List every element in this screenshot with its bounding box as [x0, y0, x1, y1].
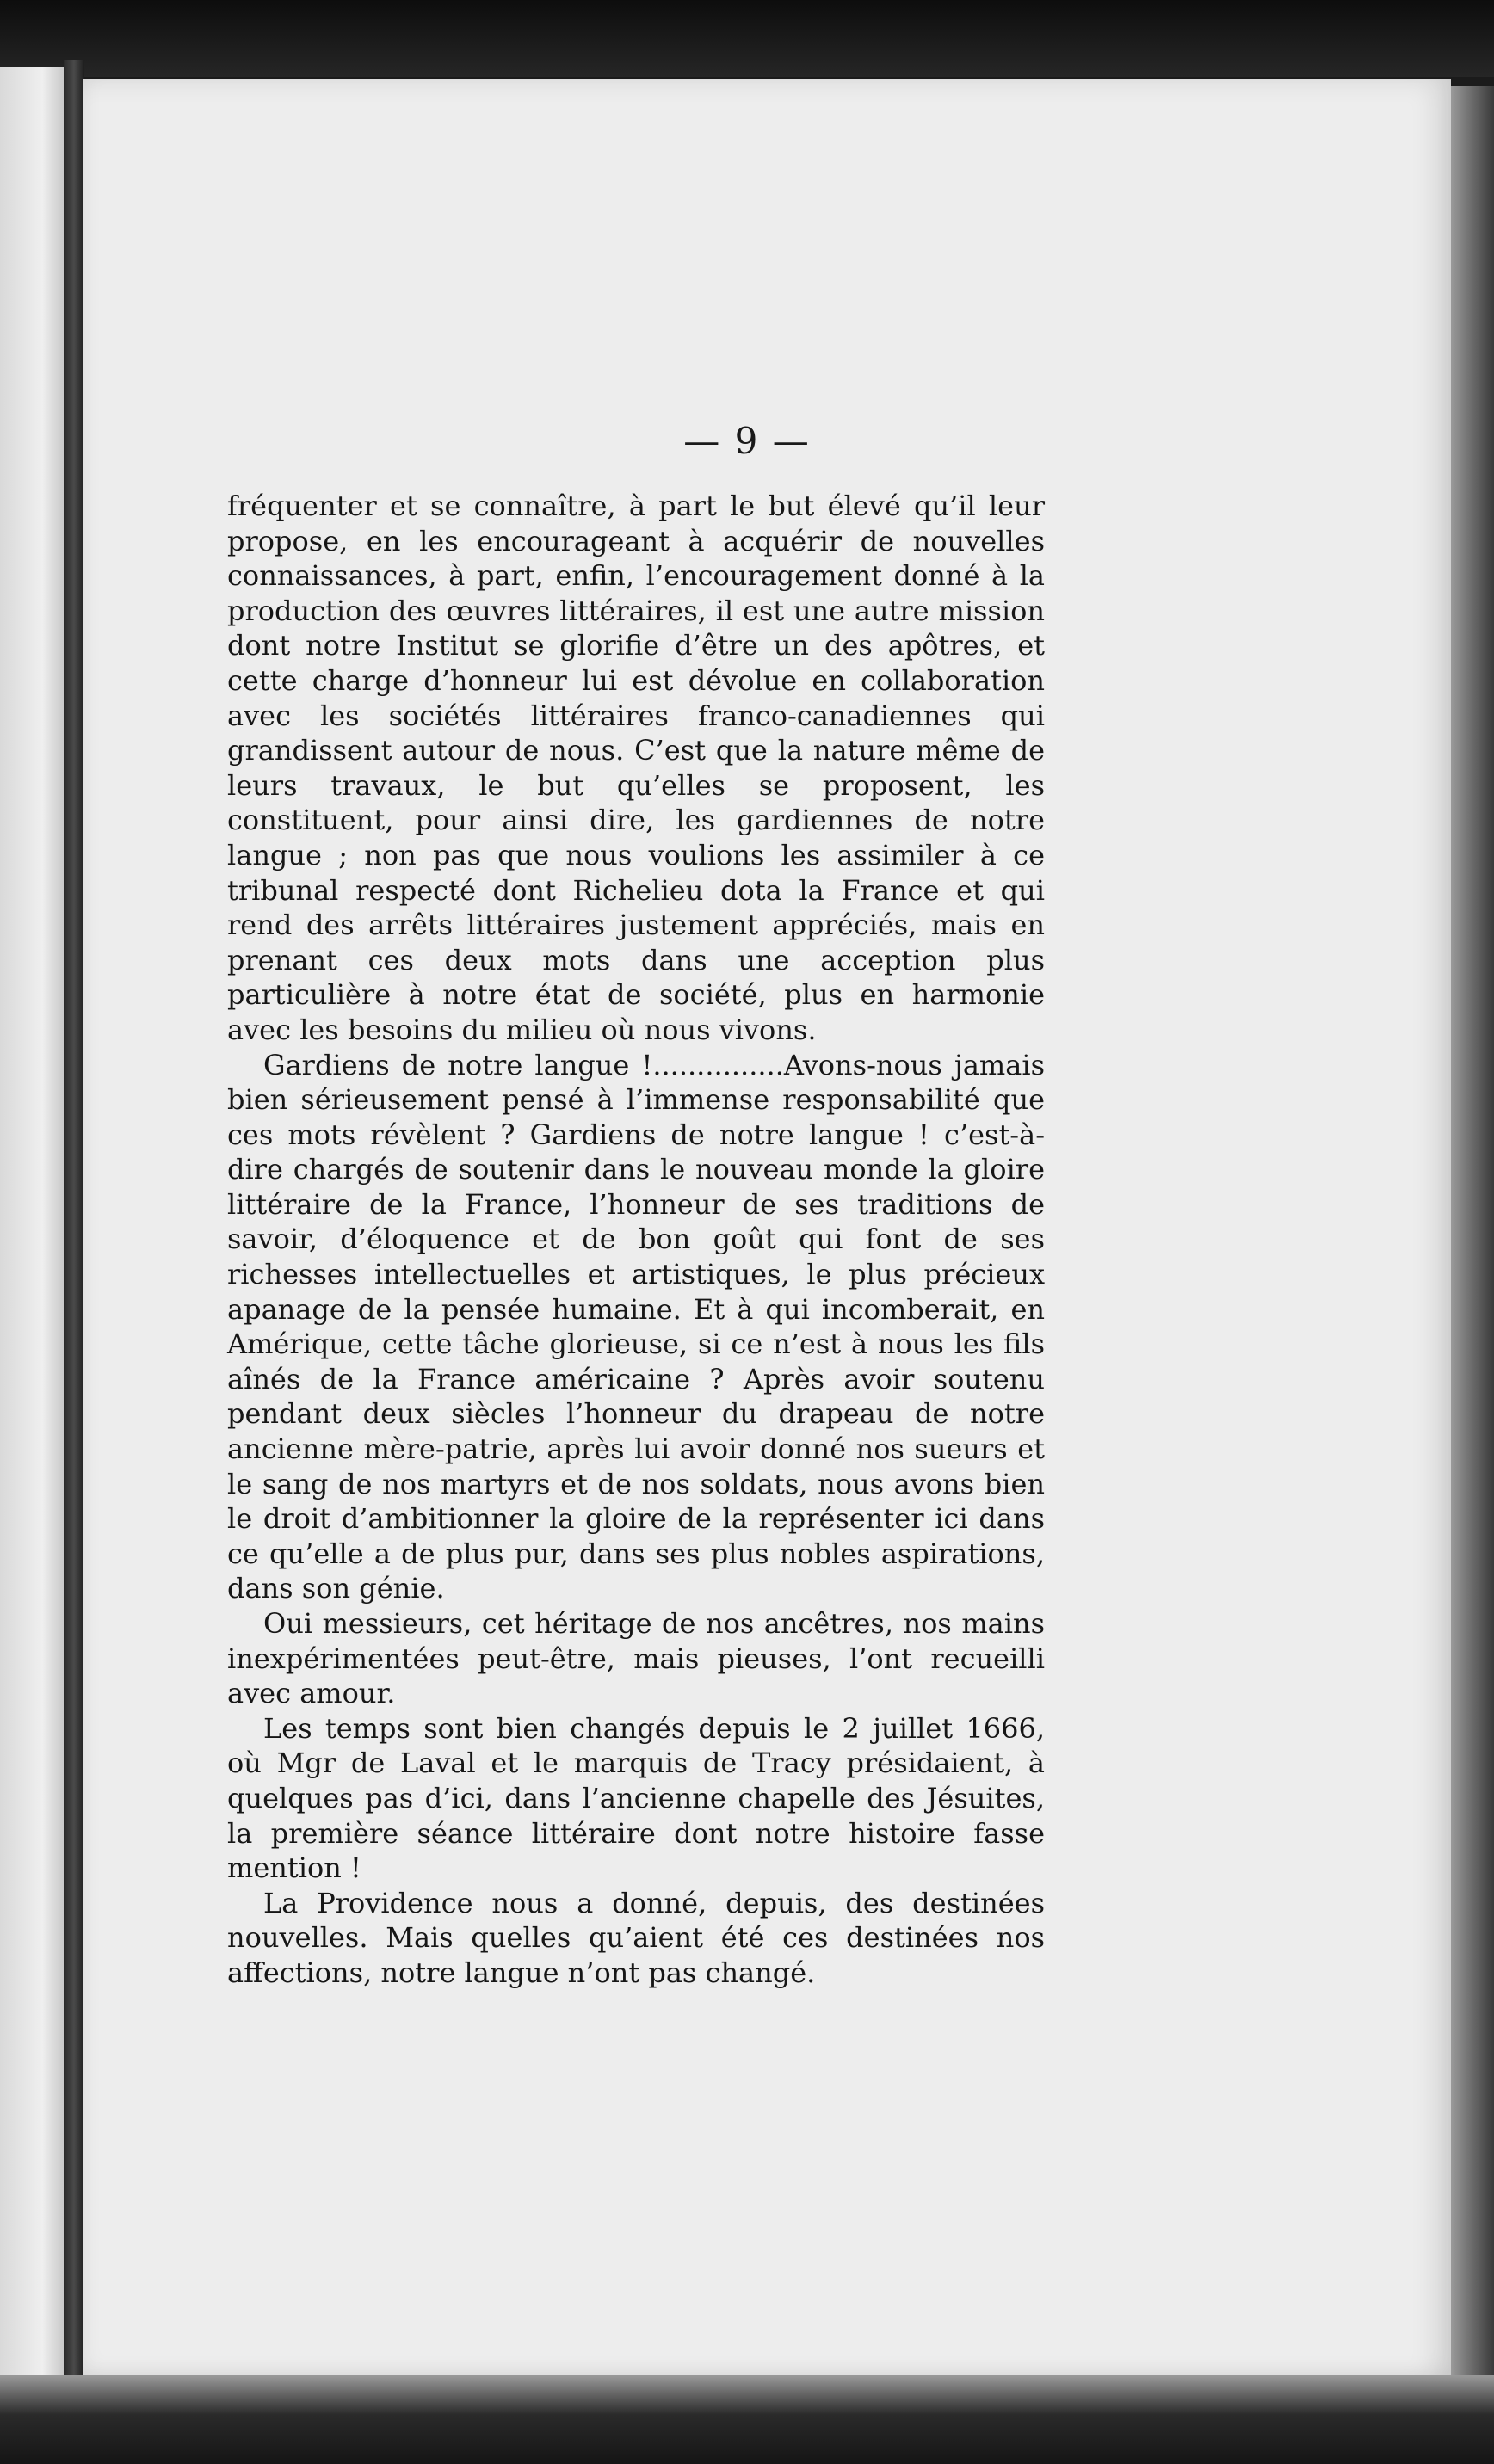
- book-gutter: [64, 60, 84, 2383]
- scan-background-bottom: [0, 2375, 1494, 2464]
- paragraph: Gardiens de notre langue !...............Avons-nous jamais bien sérieusement pensé à l’immense responsabilité que ces mots révèlent ? Gardiens de notre langue ! c’est-à-dire chargés de soutenir dans le nouveau monde la gloire littéraire de la France, l’honneur de ses traditions de savoir, d’éloquence et de bon goût qui font de ses richesses intellectuelles et artistiques, le plus précieux apanage de la pensée humaine. Et à qui incomberait, en Amérique, cette tâche glorieuse, si ce n’est à nous les fils aînés de la France américaine ? Après avoir soutenu pendant deux siècles l’honneur du drapeau de notre ancienne mère-patrie, après lui avoir donné nos sueurs et le sang de nos martyrs et de nos soldats, nous avons bien le droit d’ambitionner la gloire de la représenter ici dans ce qu’elle a de plus pur, dans ses plus nobles aspirations, dans son génie.: [227, 1048, 1045, 1605]
- left-page-edge: [0, 67, 71, 2381]
- scan-background-top: [0, 0, 1494, 77]
- paragraph: Oui messieurs, cet héritage de nos ancêtres, nos mains inexpérimentées peut-être, mais pieuses, l’ont recueilli avec amour.: [227, 1607, 1045, 1710]
- paragraph: fréquenter et se connaître, à part le but élevé qu’il leur propose, en les encourageant à acquérir de nouvelles connaissances, à part, enfin, l’encouragement donné à la production des œuvres littéraires, il est une autre mission dont notre Institut se glorifie d’être un des apôtres, et cette charge d’honneur lui est dévolue en collaboration avec les sociétés littéraires franco-canadiennes qui grandissent autour de nous. C’est que la nature même de leurs travaux, le but qu’elles se proposent, les constituent, pour ainsi dire, les gardiennes de notre langue ; non pas que nous voulions les assimiler à ce tribunal respecté dont Richelieu dota la France et qui rend des arrêts littéraires justement appréciés, mais en prenant ces deux mots dans une acception plus particulière à notre état de société, plus en harmonie avec les besoins du milieu où nous vivons.: [227, 490, 1045, 1046]
- page-number: — 9 —: [683, 420, 811, 462]
- paragraph: La Providence nous a donné, depuis, des destinées nouvelles. Mais quelles qu’aient été ces destinées nos affections, notre langue n’ont pas changé.: [227, 1886, 1045, 1989]
- body-text: [227, 489, 1045, 1991]
- paragraph: Les temps sont bien changés depuis le 2 juillet 1666, où Mgr de Laval et le marquis de Tracy présidaient, à quelques pas d’ici, dans l’ancienne chapelle des Jésuites, la première séance littéraire dont notre histoire fasse mention !: [227, 1711, 1045, 1885]
